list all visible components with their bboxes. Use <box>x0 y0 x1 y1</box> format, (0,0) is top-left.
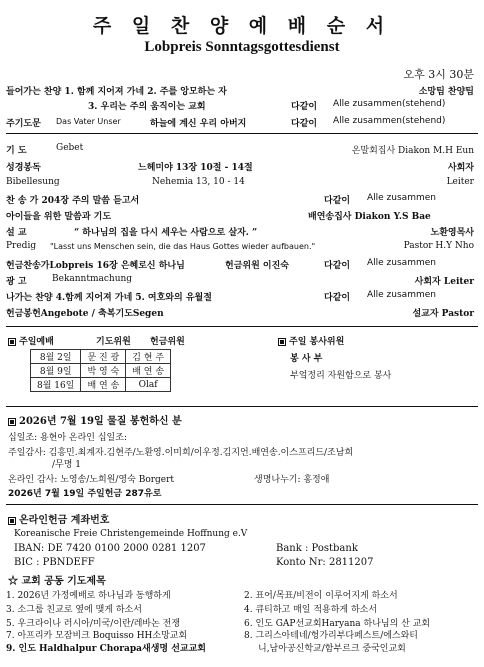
table-cell: 8월 2일 <box>31 350 81 364</box>
list-item: 8. 그리스아테네/헝가리부다페스트/에스와티 <box>244 631 419 641</box>
table-cell: 박 영 숙 <box>81 364 126 378</box>
checkbox-icon <box>8 517 16 525</box>
closing-praise-all-de: Alle zusammen <box>367 290 436 300</box>
serve-text: 부엌정리 자원함으로 봉사 <box>290 371 392 381</box>
opening-praise-stehend: Alle zusammen(stehend) <box>333 99 446 109</box>
closing-praise-all: 다같이 <box>324 293 351 303</box>
divider <box>6 133 478 134</box>
table-cell: 8월 16일 <box>31 378 81 392</box>
table-row <box>31 350 171 364</box>
table-cell: 배 연 송 <box>126 364 171 378</box>
table-cell: 배 연 송 <box>81 378 126 392</box>
online-bank: Bank : Postbank <box>276 543 358 554</box>
table-cell: 8월 9일 <box>31 364 81 378</box>
divider <box>6 326 478 327</box>
offering-anon: /무명 1 <box>52 460 82 470</box>
sermon-preacher-de: Pastor H.Y Nho <box>403 241 474 251</box>
list-item: 4. 큐티하고 매일 적용하게 하소서 <box>244 605 378 615</box>
lords-prayer-text: 하늘에 계신 우리 아버지 <box>150 119 247 129</box>
offering-hymn-all-de: Alle zusammen <box>367 258 436 268</box>
offering-heading: 2026년 7월 19일 물질 봉헌하신 분 <box>8 412 182 427</box>
scripture-reader-de: Leiter <box>446 177 474 187</box>
serve-role: 봉 사 부 <box>290 354 323 364</box>
duty-header: 주일예배 <box>8 334 54 347</box>
lords-prayer-all: 다같이 <box>291 119 318 129</box>
list-item: 1. 2026년 가정예배로 하나님과 동행하게 <box>6 591 171 601</box>
offering-hymn-all: 다같이 <box>324 261 351 271</box>
list-item: 5. 우크라이나 러시아/미국/이란/레바논 전쟁 <box>6 619 181 629</box>
sermon-label-de: Predig <box>6 241 37 251</box>
service-time: 오후 3시 30분 <box>403 68 474 81</box>
scripture-reader: 사회자 <box>447 163 474 173</box>
table-row <box>31 378 171 392</box>
online-iban: IBAN: DE 7420 0100 2000 0281 1207 <box>14 543 206 554</box>
list-item: 니,남아공신학교/함부르크 중국인교회 <box>258 644 406 654</box>
table-cell: 문 진 광 <box>81 350 126 364</box>
offering-thanks: 주일감사: 김흥민.최계자.김현주/노환영.이미희/이우정.김지언.배연송.이스프리드/조남희 <box>8 448 354 458</box>
sermon-title-de: "Lasst uns Menschen sein, die das Haus Gottes wieder aufbauen." <box>50 242 316 251</box>
offering-total: 2026년 7월 19일 주일헌금 287유로 <box>8 489 162 499</box>
checkbox-icon <box>8 338 16 346</box>
children-word-leader: 배연송집사 Diakon Y.S Bae <box>308 212 431 222</box>
offering-blessing-leader: 설교자 Pastor <box>412 309 474 319</box>
online-konto: Konto Nr: 2811207 <box>276 557 374 568</box>
serve-header: 주일 봉사위원 <box>278 334 344 347</box>
prayer-leader: 온말회집사 Diakon M.H Eun <box>351 146 474 156</box>
divider <box>6 406 478 407</box>
page-subtitle: Lobpreis Sonntagsgottesdienst <box>144 39 340 55</box>
scripture-ref: 느헤미야 13장 10절 - 14절 <box>138 163 253 173</box>
hymn-all-de: Alle zusammen <box>367 193 436 203</box>
checkbox-icon <box>8 418 16 426</box>
opening-praise: 들어가는 찬양 1. 함께 지어져 가네 2. 주를 앙모하는 자 <box>6 87 227 97</box>
table-row <box>31 364 171 378</box>
online-bic: BIC : PBNDEFF <box>14 557 95 568</box>
divider <box>6 504 478 505</box>
announcements-label: 광 고 <box>6 277 27 287</box>
list-item: 3. 소그룹 친교로 옆에 맺게 하소서 <box>6 605 142 615</box>
opening-praise-all: 다같이 <box>291 102 318 112</box>
list-item: 2. 표어/목표/비전이 이루어지게 하소서 <box>244 591 398 601</box>
online-account-holder: Koreanische Freie Christengemeinde Hoffnung e.V <box>14 529 248 539</box>
lords-prayer-stehend: Alle zusammen(stehend) <box>333 116 446 126</box>
hymn-all: 다같이 <box>324 196 351 206</box>
scripture-label-de: Bibellesung <box>6 177 60 187</box>
table-cell: 김 현 주 <box>126 350 171 364</box>
prayer-label: 기 도 <box>6 146 27 156</box>
duty-header-offering: 헌금위원 <box>150 337 185 347</box>
lords-prayer-de: Das Vater Unser <box>56 117 121 126</box>
scripture-label: 성경봉독 <box>6 163 41 173</box>
children-word: 아이들을 위한 말씀과 기도 <box>6 212 112 222</box>
offering-tithe: 십일조: 용현아 온라인 십일조: <box>8 433 127 443</box>
offering-online-thanks: 온라인 감사: 노영송/노희원/영숙 Borgert <box>8 475 175 485</box>
table-cell: Olaf <box>126 378 171 392</box>
opening-praise-leader: 소망팀 찬양팀 <box>418 87 474 97</box>
page-title: 주 일 찬 양 예 배 순 서 <box>92 15 392 37</box>
online-heading: 온라인헌금 계좌번호 <box>8 511 109 526</box>
prayer-topics-heading: ☆ 교회 공동 기도제목 <box>8 576 106 587</box>
list-item: 6. 인도 GAP선교회Haryana 하나님의 산 교회 <box>244 619 431 629</box>
sermon-preacher: 노환영목사 <box>430 228 474 238</box>
list-item: 7. 아프리카 모잠비크 Boquisso HH소망교회 <box>6 631 188 641</box>
prayer-de: Gebet <box>56 143 84 153</box>
closing-praise: 나가는 찬양 4.함께 지어져 가네 5. 여호와의 유월절 <box>6 293 212 303</box>
sermon-title: “ 하나님의 집을 다시 세우는 사람으로 살자. ” <box>74 228 258 238</box>
announcements-de: Bekanntmachung <box>52 274 133 284</box>
duty-header-prayer: 기도위원 <box>96 337 131 347</box>
checkbox-icon <box>278 338 286 346</box>
list-item: 9. 인도 Haldhalpur Chorapa새생명 선교교회 <box>6 644 207 654</box>
lords-prayer: 주기도문 <box>6 119 41 129</box>
offering-blessing: 헌금봉헌Angebote / 축복기도Segen <box>6 309 164 319</box>
offering-steward: 헌금위원 이진숙 <box>225 261 289 271</box>
offering-life-sharing: 생명나누기: 홍정애 <box>254 475 330 485</box>
duty-table <box>30 349 171 392</box>
scripture-ref-de: Nehemia 13, 10 - 14 <box>152 177 245 187</box>
opening-praise-3: 3. 우리는 주의 움직이는 교회 <box>88 102 206 112</box>
hymn: 찬 송 가 204장 주의 말씀 듣고서 <box>6 196 140 206</box>
offering-hymn: 헌금찬송가Lobpreis 16장 은혜로신 하나님 <box>6 261 185 271</box>
announcements-leader: 사회자 Leiter <box>414 277 474 287</box>
sermon-label: 설 교 <box>6 228 27 238</box>
